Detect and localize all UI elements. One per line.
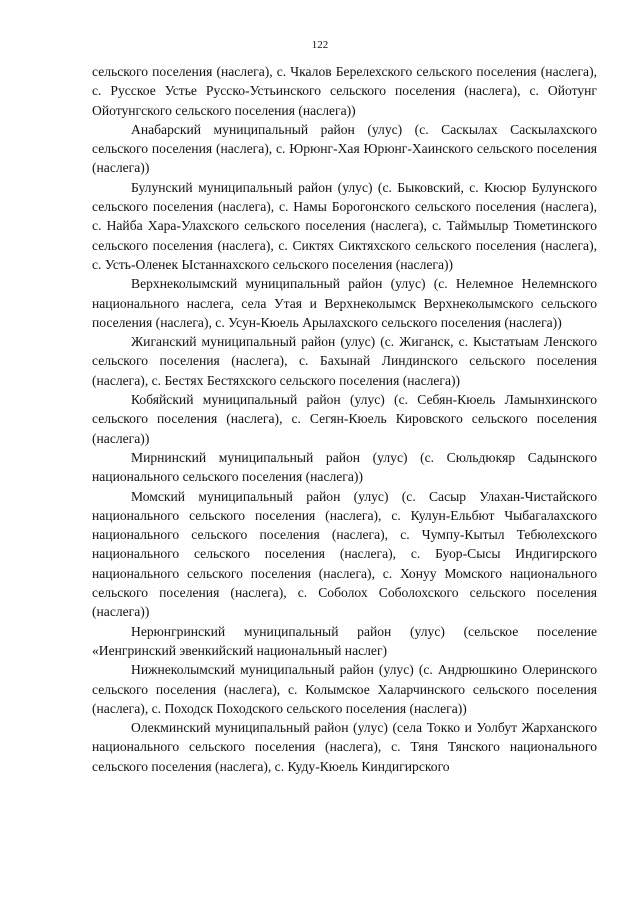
paragraph-bulun: Булунский муниципальный район (улус) (с. Быковский, с. Кюсюр Булунского сельского поселения (наслега), с. Намы Борогонского сельского поселения (наслега), с. Найба Хара-Улахского сельского поселения (наслега), с. Таймылыр Тюметинского сельского поселения (наслега), с. Сиктях Сиктяхского сельского поселения (наслега), с. Усть-Оленек Ыстаннахского сельского поселения (наслега)) <box>92 179 597 272</box>
paragraph-mirny: Мирнинский муниципальный район (улус) (с. Сюльдюкяр Садынского национального сельского поселения (наслега)) <box>92 449 597 485</box>
document-body <box>92 62 597 776</box>
page-number: 122 <box>311 39 329 51</box>
paragraph-verkhnekolymsk: Верхнеколымский муниципальный район (улус) (с. Нелемное Нелемнского национального наслега, села Утая и Верхнеколымск Верхнеколымского сельского поселения (наслега), с. Усун-Кюель Арылахского сельского поселения (наслега)) <box>92 276 597 330</box>
paragraph-zhigansk: Жиганский муниципальный район (улус) (с. Жиганск, с. Кыстатыам Ленского сельского поселения (наслега), с. Бахынай Линдинского сельского поселения (наслега), с. Бестях Бестяхского сельского поселения (наслега)) <box>92 334 597 388</box>
paragraph-anabar: Анабарский муниципальный район (улус) (с. Саскылах Саскылахского сельского поселения (наслега), с. Юрюнг-Хая Юрюнг-Хаинского сельского поселения (наслега)) <box>92 121 597 176</box>
paragraph-olekminsk: Олекминский муниципальный район (улус) (села Токко и Уолбут Жарханского национального сельского поселения (наслега), с. Тяня Тянского национального сельского поселения (наслега), с. Куду-Кюель Киндигирского <box>92 720 597 774</box>
paragraph-moma: Момский муниципальный район (улус) (с. Сасыр Улахан-Чистайского национального сельского поселения (наслега), с. Кулун-Ельбют Чыбагалахского национального сельского поселения (наслега), с. Чумпу-Кытыл Тебюлехского национального сельского поселения (наслега), с. Буор-Сысы Индигирского национального сельского поселения (наслега), с. Хонуу Момского национального сельского поселения (наслега), с. Соболох Соболохского сельского поселения (наслега)) <box>92 488 597 620</box>
paragraph-neryungri: Нерюнгринский муниципальный район (улус) (сельское поселение «Иенгринский эвенкийский национальный наслег) <box>92 623 597 658</box>
paragraph-kobyay: Кобяйский муниципальный район (улус) (с. Себян-Кюель Ламынхинского сельского поселения (наслега), с. Сегян-Кюель Кировского сельского поселения (наслега)) <box>92 392 597 446</box>
paragraph-continuation: сельского поселения (наслега), с. Чкалов Берелехского сельского поселения (наслега), с. Русское Устье Русско-Устьинского сельского поселения (наслега), с. Ойотунг Ойотунгского сельского поселения (наслега)) <box>92 64 597 118</box>
paragraph-nizhnekolymsk: Нижнеколымский муниципальный район (улус) (с. Андрюшкино Олеринского сельского поселения (наслега), с. Колымское Халарчинского сельского поселения (наслега), с. Походск Походского сельского поселения (наслега)) <box>92 662 597 716</box>
